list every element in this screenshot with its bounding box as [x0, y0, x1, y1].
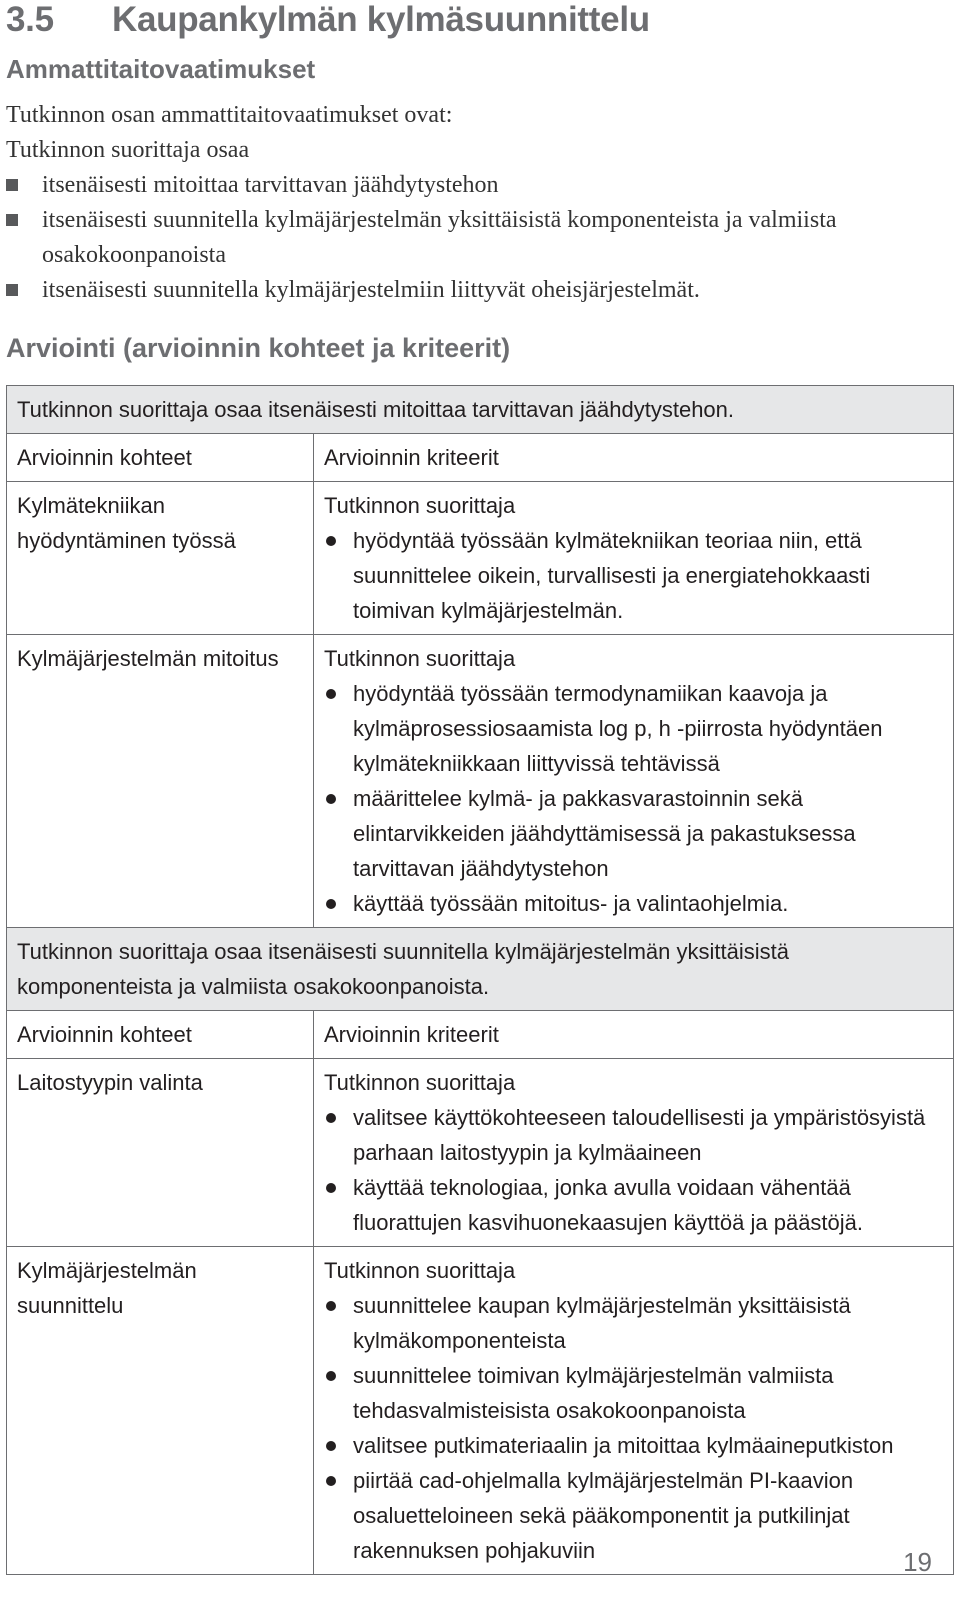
table-row [7, 635, 954, 928]
criteria-text: käyttää työssään mitoitus- ja valintaohjelmia. [353, 891, 789, 916]
column-header-targets: Arvioinnin kohteet [7, 1011, 314, 1059]
table-row [7, 482, 954, 635]
target-cell: Kylmätekniikan hyödyntäminen työssä [7, 482, 314, 635]
intro-bullet-text: itsenäisesti mitoittaa tarvittavan jäähdytystehon [42, 172, 499, 198]
criteria-lead: Tutkinnon suorittaja [324, 646, 516, 671]
criteria-list [324, 1100, 943, 1240]
criteria-text: valitsee käyttökohteeseen taloudellisesti ja ympäristösyistä parhaan laitostyypin ja kylmäaineen [353, 1105, 926, 1165]
bullet-dot-icon [326, 899, 336, 909]
column-header-row [7, 1011, 954, 1059]
intro-bullet-text: itsenäisesti suunnitella kylmäjärjestelmiin liittyvät oheisjärjestelmät. [42, 277, 700, 303]
criteria-cell [314, 482, 954, 635]
subheading: Ammattitaitovaatimukset [6, 54, 316, 84]
intro-list-item [6, 273, 946, 308]
column-header-criteria: Arvioinnin kriteerit [314, 1011, 954, 1059]
bullet-dot-icon [326, 1113, 336, 1123]
section-title-cell: Tutkinnon suorittaja osaa itsenäisesti suunnitella kylmäjärjestelmän yksittäisistä komponenteista ja valmiista osakokoonpanoista. [7, 928, 954, 1011]
section-title-row [7, 386, 954, 434]
intro-bullet-text: itsenäisesti suunnitella kylmäjärjestelmän yksittäisistä komponenteista ja valmiista osakokoonpanoista [42, 207, 837, 268]
bullet-dot-icon [326, 536, 336, 546]
criteria-list [324, 523, 943, 628]
criteria-item [324, 1170, 943, 1240]
criteria-item [324, 1100, 943, 1170]
criteria-item [324, 781, 943, 886]
section-heading [6, 0, 650, 40]
bullet-dot-icon [326, 1183, 336, 1193]
intro-line: Tutkinnon osan ammattitaitovaatimukset ovat: [6, 102, 453, 128]
table-row [7, 1247, 954, 1575]
criteria-item [324, 1358, 943, 1428]
criteria-cell [314, 635, 954, 928]
column-header-criteria: Arvioinnin kriteerit [314, 434, 954, 482]
section-title: Kaupankylmän kylmäsuunnittelu [112, 0, 650, 39]
square-bullet-icon [6, 214, 18, 226]
criteria-list [324, 676, 943, 921]
criteria-cell [314, 1059, 954, 1247]
target-cell: Kylmäjärjestelmän suunnittelu [7, 1247, 314, 1575]
square-bullet-icon [6, 284, 18, 296]
criteria-lead: Tutkinnon suorittaja [324, 493, 516, 518]
criteria-text: suunnittelee toimivan kylmäjärjestelmän valmiista tehdasvalmisteisista osakokoonpanoista [353, 1363, 834, 1423]
assessment-heading: Arviointi (arvioinnin kohteet ja kriteerit) [6, 333, 511, 363]
criteria-item [324, 1428, 943, 1463]
column-header-targets: Arvioinnin kohteet [7, 434, 314, 482]
criteria-lead: Tutkinnon suorittaja [324, 1070, 516, 1095]
page-number: 19 [903, 1547, 932, 1577]
target-cell: Kylmäjärjestelmän mitoitus [7, 635, 314, 928]
bullet-dot-icon [326, 1441, 336, 1451]
criteria-lead: Tutkinnon suorittaja [324, 1258, 516, 1283]
bullet-dot-icon [326, 689, 336, 699]
criteria-text: määrittelee kylmä- ja pakkasvarastoinnin sekä elintarvikkeiden jäähdyttämisessä ja pakastuksessa tarvittavan jäähdytystehon [353, 786, 856, 881]
bullet-dot-icon [326, 794, 336, 804]
criteria-cell [314, 1247, 954, 1575]
criteria-item [324, 676, 943, 781]
bullet-dot-icon [326, 1476, 336, 1486]
criteria-item [324, 886, 943, 921]
intro-list-item [6, 203, 946, 273]
section-number: 3.5 [6, 0, 54, 39]
intro-list [6, 168, 946, 308]
criteria-text: piirtää cad-ohjelmalla kylmäjärjestelmän PI-kaavion osaluetteloineen sekä pääkomponentit ja putkilinjat rakennuksen pohjakuviin [353, 1468, 854, 1563]
bullet-dot-icon [326, 1371, 336, 1381]
bullet-dot-icon [326, 1301, 336, 1311]
criteria-text: hyödyntää työssään termodynamiikan kaavoja ja kylmäprosessiosaamista log p, h -piirrosta hyödyntäen kylmätekniikkaan liittyvissä tehtävissä [353, 681, 883, 776]
assessment-table [6, 385, 954, 1575]
criteria-item [324, 1288, 943, 1358]
criteria-text: suunnittelee kaupan kylmäjärjestelmän yksittäisistä kylmäkomponenteista [353, 1293, 851, 1353]
intro-list-item [6, 168, 946, 203]
column-header-row [7, 434, 954, 482]
section-title-cell: Tutkinnon suorittaja osaa itsenäisesti mitoittaa tarvittavan jäähdytystehon. [7, 386, 954, 434]
criteria-list [324, 1288, 943, 1568]
square-bullet-icon [6, 179, 18, 191]
criteria-text: käyttää teknologiaa, jonka avulla voidaan vähentää fluorattujen kasvihuonekaasujen käyttöä ja päästöjä. [353, 1175, 864, 1235]
criteria-item [324, 523, 943, 628]
criteria-item [324, 1463, 943, 1568]
intro-block [6, 98, 946, 308]
section-title-row [7, 928, 954, 1011]
criteria-text: hyödyntää työssään kylmätekniikan teoriaa niin, että suunnittelee oikein, turvallisesti ja energiatehokkaasti toimivan kylmäjärjestelmän. [353, 528, 871, 623]
intro-line: Tutkinnon suorittaja osaa [6, 137, 250, 163]
target-cell: Laitostyypin valinta [7, 1059, 314, 1247]
table-row [7, 1059, 954, 1247]
criteria-text: valitsee putkimateriaalin ja mitoittaa kylmäaineputkiston [353, 1433, 894, 1458]
